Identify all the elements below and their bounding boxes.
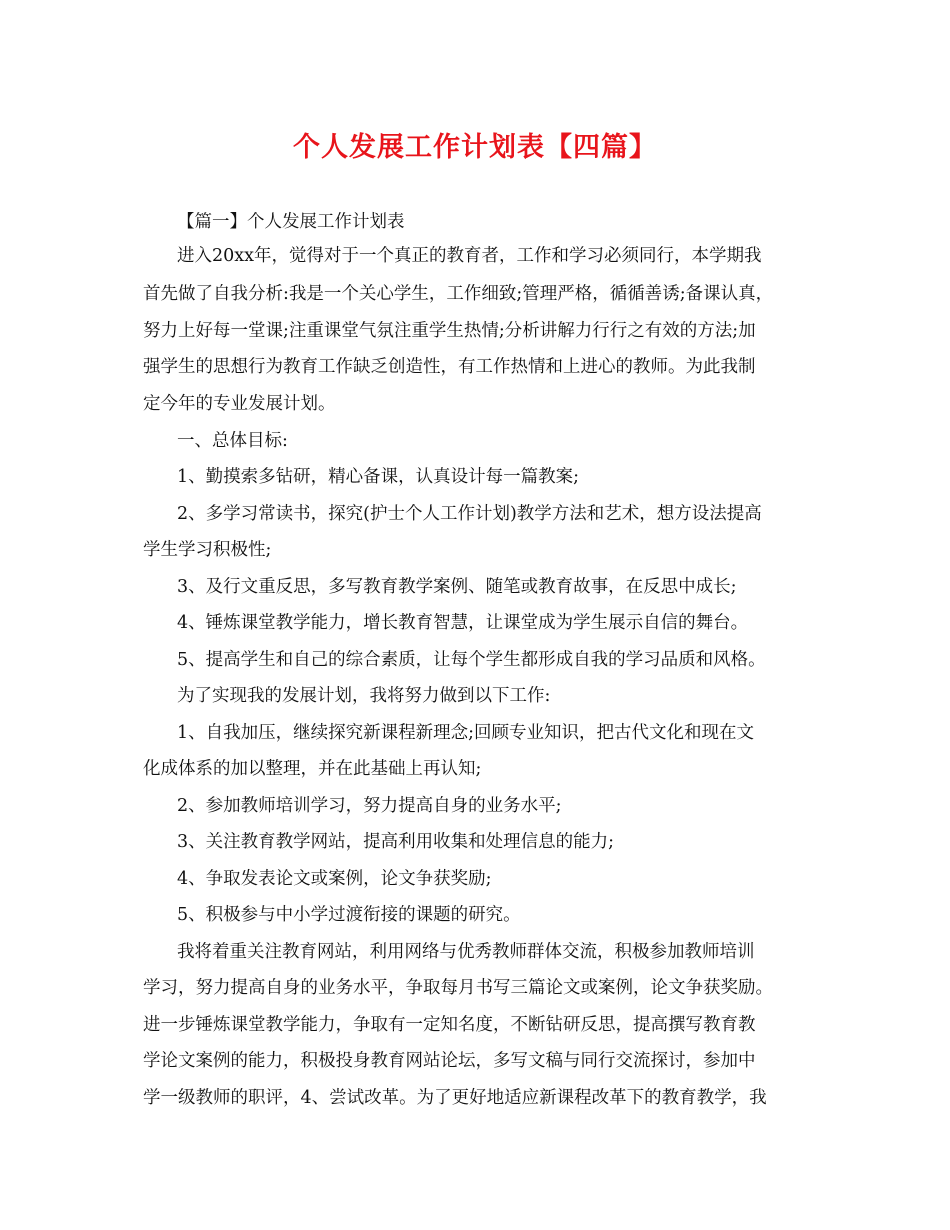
paragraph-line: 努力上好每一堂课;注重课堂气氛注重学生热情;分析讲解力行行之有效的方法;加 xyxy=(143,321,756,341)
list-item: 4、争取发表论文或案例，论文争获奖励; xyxy=(177,869,492,889)
list-item: 5、积极参与中小学过渡衔接的课题的研究。 xyxy=(177,905,521,925)
list-item: 3、关注教育教学网站，提高利用收集和处理信息的能力; xyxy=(177,832,615,852)
list-item: 1、勤摸索多钻研，精心备课，认真设计每一篇教案; xyxy=(177,467,580,487)
list-item: 2、参加教师培训学习，努力提高自身的业务水平; xyxy=(177,796,562,816)
document-title: 个人发展工作计划表【四篇】 xyxy=(293,132,657,163)
paragraph-line: 化成体系的加以整理，并在此基础上再认知; xyxy=(143,759,482,779)
paragraph-line: 进一步锤炼课堂教学能力，争取有一定知名度，不断钻研反思，提高撰写教育教 xyxy=(143,1015,756,1035)
paragraph-line: 定今年的专业发展计划。 xyxy=(143,394,336,414)
list-item: 3、及行文重反思，多写教育教学案例、随笔或教育故事，在反思中成长; xyxy=(177,577,737,597)
paragraph-line: 一、总体目标: xyxy=(177,431,288,451)
paragraph-line: 学一级教师的职评，4、尝试改革。为了更好地适应新课程改革下的教育教学，我 xyxy=(143,1088,767,1108)
paragraph-line: 为了实现我的发展计划，我将努力做到以下工作: xyxy=(177,686,551,706)
paragraph-line: 我将着重关注教育网站，利用网络与优秀教师群体交流，积极参加教师培训 xyxy=(177,942,755,962)
list-item: 4、锤炼课堂教学能力，增长教育智慧，让课堂成为学生展示自信的舞台。 xyxy=(177,613,749,633)
paragraph-line: 学习，努力提高自身的业务水平，争取每月书写三篇论文或案例，论文争获奖励。 xyxy=(143,978,773,998)
paragraph-line: 进入20xx年，觉得对于一个真正的教育者，工作和学习必须同行，本学期我 xyxy=(177,246,762,266)
list-item: 5、提高学生和自己的综合素质，让每个学生都形成自我的学习品质和风格。 xyxy=(177,650,766,670)
paragraph-line: 强学生的思想行为教育工作缺乏创造性，有工作热情和上进心的教师。为此我制 xyxy=(143,357,756,377)
list-item: 2、多学习常读书，探究(护士个人工作计划)教学方法和艺术，想方设法提高 xyxy=(177,504,762,524)
section-heading: 【篇一】个人发展工作计划表 xyxy=(177,212,405,232)
paragraph-line: 学生学习积极性; xyxy=(143,540,272,560)
paragraph-line: 首先做了自我分析:我是一个关心学生，工作细致;管理严格，循循善诱;备课认真， xyxy=(143,284,774,304)
paragraph-line: 学论文案例的能力，积极投身教育网站论坛，多写文稿与同行交流探讨，参加中 xyxy=(143,1051,756,1071)
list-item: 1、自我加压，继续探究新课程新理念;回顾专业知识，把古代文化和现在文 xyxy=(177,723,755,743)
